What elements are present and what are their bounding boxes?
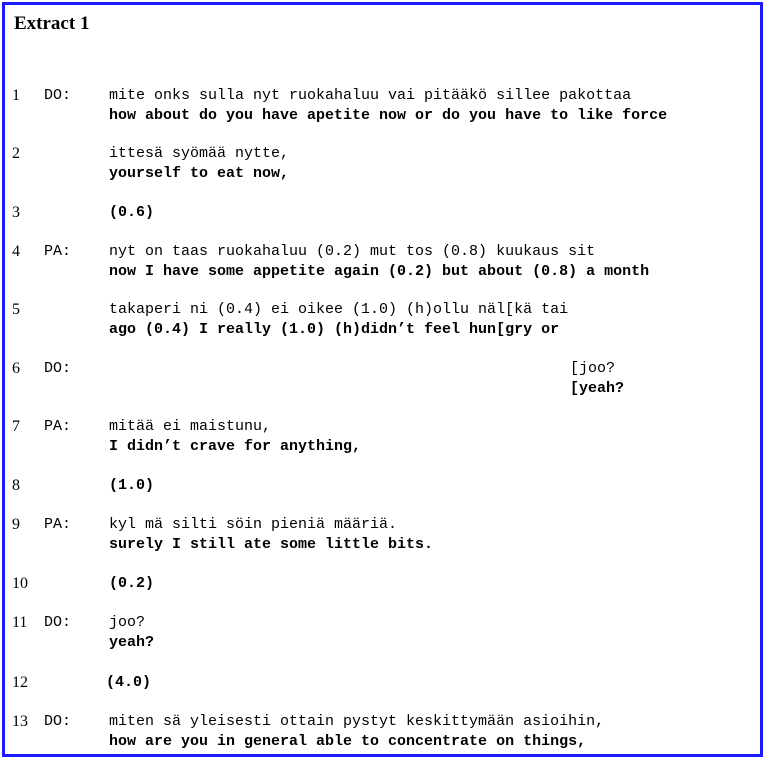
speaker-label: DO: <box>44 360 72 377</box>
original-text: [joo? <box>570 360 616 377</box>
translation-text: yourself to eat now, <box>109 165 290 182</box>
transcript-line-13 <box>5 713 760 753</box>
line-number: 5 <box>12 301 20 318</box>
line-number: 8 <box>12 477 20 494</box>
original-text: takaperi ni (0.4) ei oikee (1.0) (h)ollu näl[kä tai <box>109 301 569 318</box>
line-number: 1 <box>12 87 20 104</box>
transcript-line-7 <box>5 418 760 458</box>
transcript-frame <box>2 2 763 757</box>
line-number: 13 <box>12 713 28 730</box>
transcript-line-3 <box>5 204 760 244</box>
original-text: miten sä yleisesti ottain pystyt keskittymään asioihin, <box>109 713 605 730</box>
pause-duration: (0.6) <box>109 204 155 221</box>
line-number: 9 <box>12 516 20 533</box>
extract-title: Extract 1 <box>14 13 90 34</box>
original-text: joo? <box>109 614 146 631</box>
original-text: mitää ei maistunu, <box>109 418 272 435</box>
speaker-label: DO: <box>44 87 72 104</box>
speaker-label: PA: <box>44 516 72 533</box>
transcript-line-6 <box>5 360 760 400</box>
line-number: 11 <box>12 614 28 631</box>
speaker-label: PA: <box>44 243 72 260</box>
transcript-line-5 <box>5 301 760 341</box>
translation-text: yeah? <box>109 634 155 651</box>
transcript-line-9 <box>5 516 760 556</box>
transcript-line-4 <box>5 243 760 283</box>
translation-text: [yeah? <box>570 380 625 397</box>
transcript-line-2 <box>5 145 760 185</box>
translation-text: I didn’t crave for anything, <box>109 438 362 455</box>
line-number: 10 <box>12 575 28 592</box>
transcript-line-10 <box>5 575 760 615</box>
original-text: mite onks sulla nyt ruokahaluu vai pitääkö sillee pakottaa <box>109 87 632 104</box>
line-number: 12 <box>12 674 28 691</box>
line-number: 6 <box>12 360 20 377</box>
original-text: ittesä syömää nytte, <box>109 145 290 162</box>
transcript-line-11 <box>5 614 760 654</box>
original-text: nyt on taas ruokahaluu (0.2) mut tos (0.8) kuukaus sit <box>109 243 596 260</box>
pause-duration: (4.0) <box>106 674 152 691</box>
line-number: 3 <box>12 204 20 221</box>
line-number: 4 <box>12 243 20 260</box>
translation-text: ago (0.4) I really (1.0) (h)didn’t feel hun[gry or <box>109 321 560 338</box>
pause-duration: (0.2) <box>109 575 155 592</box>
transcript-line-8 <box>5 477 760 517</box>
line-number: 7 <box>12 418 20 435</box>
line-number: 2 <box>12 145 20 162</box>
speaker-label: DO: <box>44 614 72 631</box>
translation-text: surely I still ate some little bits. <box>109 536 434 553</box>
translation-text: how about do you have apetite now or do you have to like force <box>109 107 668 124</box>
original-text: kyl mä silti söin pieniä määriä. <box>109 516 398 533</box>
speaker-label: DO: <box>44 713 72 730</box>
pause-duration: (1.0) <box>109 477 155 494</box>
transcript-line-1 <box>5 87 760 127</box>
transcript-line-12 <box>5 674 760 714</box>
speaker-label: PA: <box>44 418 72 435</box>
translation-text: now I have some appetite again (0.2) but about (0.8) a month <box>109 263 650 280</box>
translation-text: how are you in general able to concentrate on things, <box>109 733 587 750</box>
